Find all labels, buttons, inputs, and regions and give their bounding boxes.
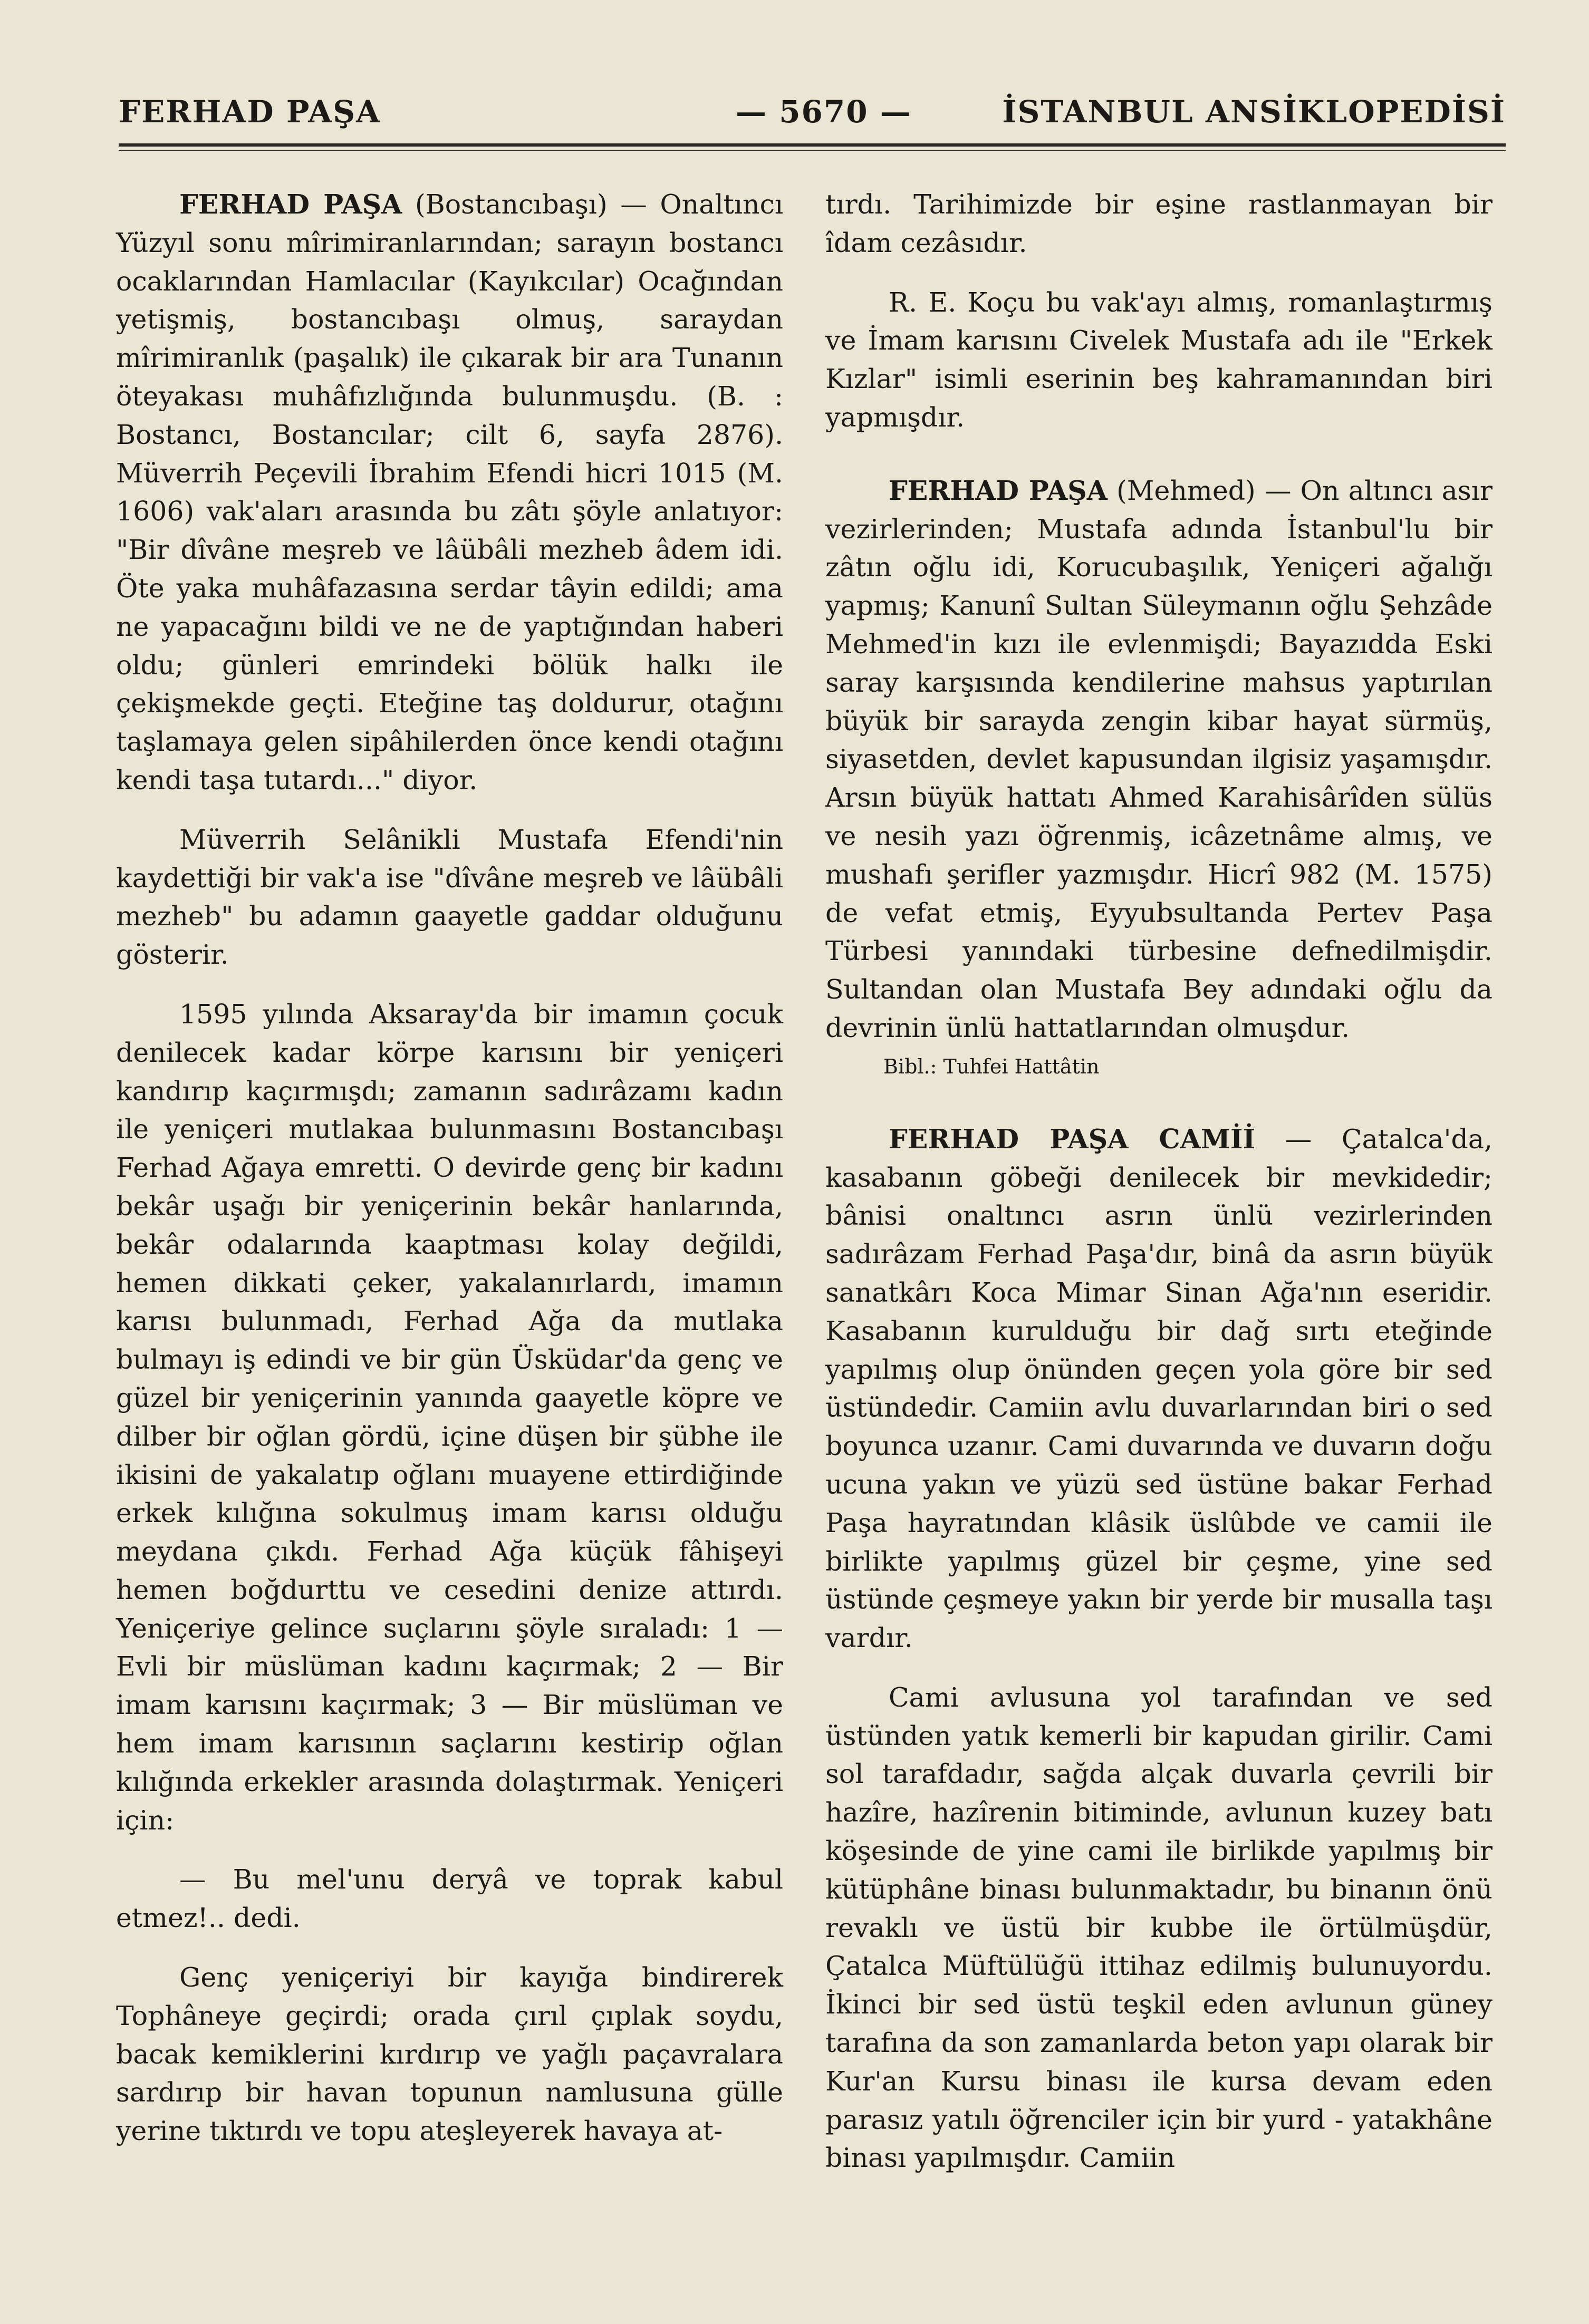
running-head-right: İSTANBUL ANSİKLOPEDİSİ: [1002, 94, 1506, 130]
running-head-left: FERHAD PAŞA: [119, 94, 381, 130]
page-header: [119, 94, 1506, 141]
entry-lemma: FERHAD PAŞA CAMİİ: [889, 1123, 1256, 1155]
left-column: [116, 186, 783, 2151]
entry-ferhad-pasa-camii: [825, 1120, 1492, 1658]
paragraph: Müverrih Selânikli Mustafa Efendi'nin kaydettiği bir vak'a ise "dîvâne meşreb ve lâübâli mezheb" bu adamın gaayetle gaddar olduğunu gösterir.: [116, 824, 783, 971]
paragraph: Genç yeniçeriyi bir kayığa bindirerek Tophâneye geçirdi; orada çırıl çıplak soydu, bacak kemiklerini kırdırıp ve yağlı paçavralara sardırıp bir havan topunun namlusuna gülle yerine tıktırdı ve topu ateşleyerek havaya at-: [116, 1962, 783, 2147]
page-number: — 5670 —: [736, 94, 912, 130]
entry-ferhad-pasa-mehmed: [825, 472, 1492, 1048]
entry-lemma: FERHAD PAŞA: [889, 475, 1108, 506]
paragraph: Cami avlusuna yol tarafından ve sed üstünden yatık kemerli bir kapudan girilir. Cami sol tarafdadır, sağda alçak duvarla çevrili bir hazîre, hazîrenin bitiminde, avlunun kuzey batı köşesinde de yine cami ile birlikde yapılmış bir kütüphâne binası bulunmaktadır, bu binanın önü revaklı ve üstü bir kubbe ile örtülmüşdür, Çatalca Müftülüğü ittihaz edilmiş bulunuyordu. İkinci bir sed üstü teşkil eden avlunun güney tarafına da son zamanlarda beton yapı olarak bir Kur'an Kursu binası ile kursa devam eden parasız yatılı öğrenciler için bir yurd - yatakhâne binası yapılmışdır. Camiin: [825, 1681, 1492, 2174]
entry-ferhad-pasa-bostancibasi: [116, 186, 783, 800]
paragraph: — Bu mel'unu deryâ ve toprak kabul etmez!.. dedi.: [116, 1864, 783, 1934]
header-rule-thin: [119, 150, 1506, 151]
right-column: [825, 186, 1492, 2177]
paragraph: R. E. Koçu bu vak'ayı almış, romanlaştırmış ve İmam karısını Civelek Mustafa adı ile "Erkek Kızlar" isimli eserinin beş kahramanından biri yapmışdır.: [825, 286, 1492, 433]
paragraph: 1595 yılında Aksaray'da bir imamın çocuk denilecek kadar körpe karısını bir yeniçeri kandırıp kaçırmışdı; zamanın sadırâzamı kadın ile yeniçeri mutlakaa bulunmasını Bostancıbaşı Ferhad Ağaya emretti. O devirde genç bir kadını bekâr uşağı bir yeniçerinin bekâr hanlarında, bekâr odalarında kaaptması kolay değildi, hemen dikkati çeker, yakalanırlardı, imamın karısı bulunmadı, Ferhad Ağa da mutlaka bulmayı iş edindi ve bir gün Üsküdar'da genç ve güzel bir yeniçerinin yanında gaayetle köpre ve dilber bir oğlan gördü, içine düşen bir şübhe ile ikisini de yakalatıp oğlanı muayene ettirdiğinde erkek kılığına sokulmuş imam karısı olduğu meydana çıkdı. Ferhad Ağa küçük fâhişeyi hemen boğdurttu ve cesedini denize attırdı. Yeniçeriye gelince suçlarını şöyle sıraladı: 1 — Evli bir müslüman kadını kaçırmak; 2 — Bir imam karısını kaçırmak; 3 — Bir müslüman ve hem imam karısının saçlarını kestirip oğlan kılığında erkekler arasında dolaştırmak. Yeniçeri için:: [116, 998, 783, 1836]
paragraph: tırdı. Tarihimizde bir eşine rastlanmayan bir îdam cezâsıdır.: [825, 189, 1492, 258]
header-rule: [119, 143, 1506, 147]
entry-lemma: FERHAD PAŞA: [179, 189, 402, 220]
entry-text: (Bostancıbaşı) — Onaltıncı Yüzyıl sonu mîrimiranlarından; sarayın bostancı ocaklarından Hamlacılar (Kayıkcılar) Ocağından yetişmiş, bostancıbaşı olmuş, saraydan mîrimiranlık (paşalık) ile çıkarak bir ara Tunanın öteyakası muhâfızlığında bulunmuşdu. (B. : Bostancı, Bostancılar; cilt 6, sayfa 2876). Müverrih Peçevili İbrahim Efendi hicri 1015 (M. 1606) vak'aları arasında bu zâtı şöyle anlatıyor: "Bir dîvâne meşreb ve lâübâli mezheb âdem idi. Öte yaka muhâfazasına serdar tâyin edildi; ama ne yapacağını bildi ve ne de yaptığından haberi oldu; günleri emrindeki bölük halkı ile çekişmekde geçti. Eteğine taş doldurur, otağını taşlamaya gelen sipâhilerden önce kendi otağını kendi taşa tutardı..." diyor.: [116, 189, 783, 796]
bibliography: Bibl.: Tuhfei Hattâtin: [883, 1054, 1100, 1078]
entry-text: — Çatalca'da, kasabanın göbeği denilecek bir mevkidedir; bânisi onaltıncı asrın ünlü vezirlerinden sadırâzam Ferhad Paşa'dır, binâ da asrın büyük sanatkârı Koca Mimar Sinan Ağa'nın eseridir. Kasabanın kurulduğu bir dağ sırtı eteğinde yapılmış olup önünden geçen yola göre bir sed üstündedir. Camiin avlu duvarlarından biri o sed boyunca uzanır. Cami duvarında ve duvarın doğu ucuna yakın ve yüzü sed üstüne bakar Ferhad Paşa hayratından klâsik üslûbde ve camii ile birlikte yapılmış güzel bir çeşme, yine sed üstünde çeşmeye yakın bir yerde bir musalla taşı vardır.: [825, 1123, 1492, 1654]
entry-text: (Mehmed) — On altıncı asır vezirlerinden; Mustafa adında İstanbul'lu bir zâtın oğlu idi, Korucubaşılık, Yeniçeri ağalığı yapmış; Kanunî Sultan Süleymanın oğlu Şehzâde Mehmed'in kızı ile evlenmişdi; Bayazıdda Eski saray karşısında kendilerine mahsus yaptırılan büyük bir sarayda zengin kibar hayat sürmüş, siyasetden, devlet kapusundan ilgisiz yaşamışdır. Arsın büyük hattatı Ahmed Karahisârîden sülüs ve nesih yazı öğrenmiş, icâzetnâme almış, ve mushafı şerifler yazmışdır. Hicrî 982 (M. 1575) de vefat etmiş, Eyyubsultanda Pertev Paşa Türbesi yanındaki türbesine defnedilmişdir. Sultandan olan Mustafa Bey adındaki oğlu da devrinin ünlü hattatlarından olmuşdur.: [825, 475, 1492, 1043]
